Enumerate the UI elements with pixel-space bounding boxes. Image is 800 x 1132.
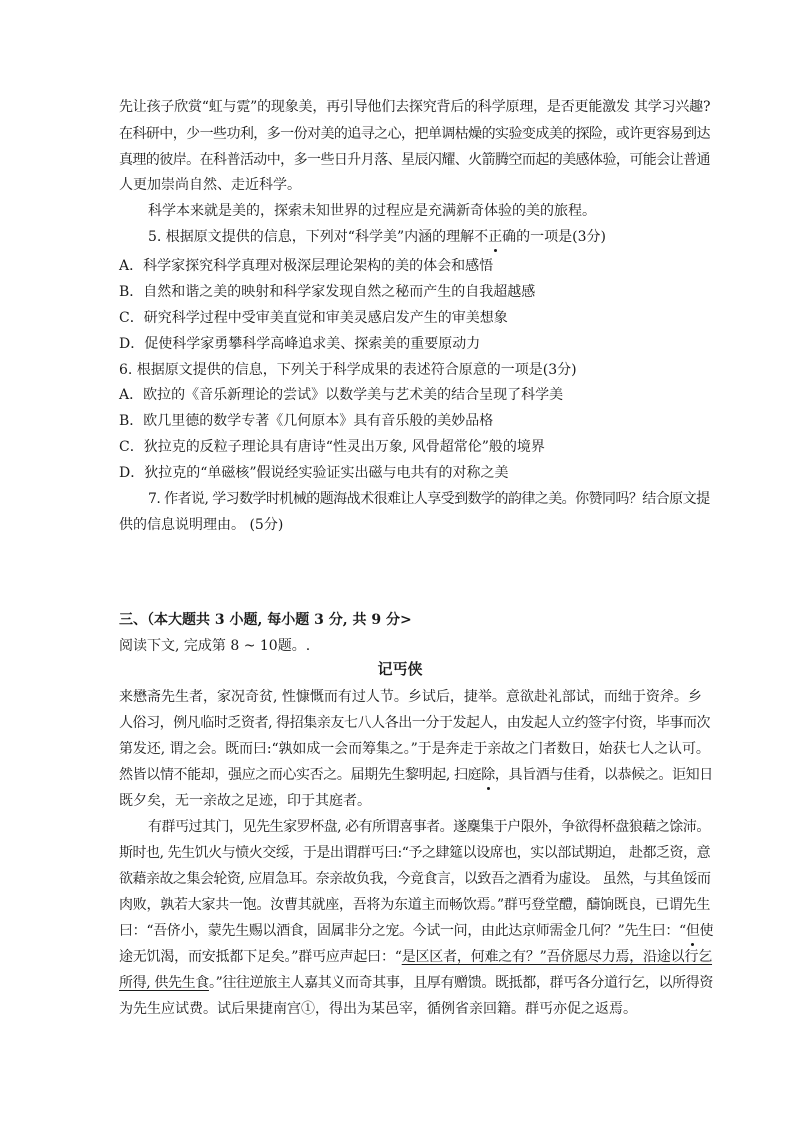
story-p2-line-6 [119,947,712,969]
q5-stem-a: 5. 根据原文提供的信息，下列对“科学美”内涵的理解 [148,229,475,245]
q5-option-a: A．科学家探究科学真理对极深层理论架构的美的体会和感悟 [119,258,494,274]
question-6-stem: 6. 根据原文提供的信息，下列关于科学成果的表述符合原意的一项是(3分) [119,362,577,378]
p2-l7-underlined: 所得, 供先生食 [119,975,209,991]
q6-option-d: D．狄拉克的“单磁核”假说经实验证实出磁与电共有的对称之美 [119,465,509,481]
p2-l5-emphasis: 但 [685,923,700,939]
q5-stem-b: 的一项是(3分) [516,229,606,245]
p2-l5-a: 曰：“吾侪小，蒙先生赐以酒食，固属非分之宠。今试一问，由此达京师需金几何？”先生曰：“ [119,923,686,939]
p1-l4-a: 然皆以情不能却，强应之而心实否之。届期先生黎明起, 扫庭 [119,767,482,783]
passage-line-4: 人更加崇尚自然、走近科学。 [119,177,301,193]
p2-l5-b: 使 [699,923,714,939]
question-5-stem [148,227,606,249]
story-title: 记丐侠 [377,660,423,678]
story-p2-line-8: 为先生应试费。试后果捷南宫①，得出为某邑宰，循例省亲回籍。群丐亦促之返焉。 [119,1001,637,1017]
q6-option-a: A．欧拉的《音乐新理论的尝试》以数学美与艺术美的结合呈现了科学美 [119,387,564,403]
story-p1-line-5: 既夕矣，无一亲故之足迹，印于其庭者。 [119,793,371,809]
story-p2-line-1: 有群丐过其门，见先生家罗杯盘, 必有所谓喜事者。遂麇集于户限外，争欲得杯盘狼藉之馀沛。 [148,819,710,835]
question-7-line-1: 7. 作者说, 学习数学时机械的题海战术很难让人享受到数学的韵律之美。你赞同吗？结合原文提 [148,491,710,507]
question-7-line-2: 供的信息说明理由。 (5分) [119,517,284,533]
p1-l4-emphasis: 除 [481,767,495,783]
passage-line-3: 真理的彼岸。在科普活动中，多一些日升月落、星辰闪耀、火箭腾空而起的美感体验，可能会让普通 [119,152,710,168]
p2-l7-b: 。”往往逆旅主人嘉其义而奇其事，且厚有赠馈。既抵都，群丐各分道行乞，以所得资 [208,975,714,991]
passage-line-2: 在科研中，少一些功利，多一份对美的追寻之心，把单调枯燥的实验变成美的探险，或许更容易到达 [119,126,710,142]
p1-l4-b: ，具旨酒与佳肴，以恭候之。讵知日 [494,767,713,783]
story-p2-line-5 [119,921,713,943]
passage-line-1: 先让孩子欣赏“虹与霓”的现象美，再引导他们去探究背后的科学原理，是否更能激发 其学习兴趣? [119,99,711,115]
story-p1-line-3: 第发还, 谓之会。既而曰:“孰如成一会而筹集之。”于是奔走于亲故之门者数日，始获七人之认可。 [119,741,710,757]
story-p1-line-4 [119,765,713,787]
section-3-instruction: 阅读下文, 完成第 8 ~ 10题。. [119,638,311,654]
q5-option-c: C．研究科学过程中受审美直觉和审美灵感启发产生的审美想象 [119,310,508,326]
q5-option-d: D．促使科学家勇攀科学高峰追求美、探索美的重要原动力 [119,336,481,352]
passage-line-5: 科学本来就是美的，探索未知世界的过程应是充满新奇体验的美的旅程。 [148,203,596,219]
p2-l6-underlined: 是区区者，何难之有？”吾侪愿尽力焉，沿途以行乞 [401,949,713,965]
q6-option-b: B．欧几里德的数学专著《几何原本》具有音乐般的美妙品格 [119,413,494,429]
story-p2-line-4: 肉败，孰若大家共一饱。汝曹其就座，吾将为东道主而畅饮焉。”群丐登堂醴，醻饷既良，已谓先生 [119,897,711,913]
story-p2-line-3: 欲藉亲故之集会轮资, 应眉急耳。奈亲故负我，今竟食言，以致吾之酒肴为虚设。 虽然，与其鱼馁而 [119,871,711,887]
q5-option-b: B．自然和谐之美的映射和科学家发现自然之秘而产生的自我超越感 [119,284,536,300]
section-3-heading: 三、（本大题共 3 小题, 每小题 3 分, 共 9 分> [119,612,412,628]
story-p1-line-1: 来懋斋先生者，家况奇贫, 性慷慨而有过人节。乡试后，捷举。意欲赴礼部试，而绌于资斧。乡 [119,689,702,705]
story-p2-line-7 [119,973,713,995]
p2-l6-a: 途无饥渴，而安抵都下足矣。”群丐应声起曰：“ [119,949,402,965]
q6-option-c: C．狄拉克的反粒子理论具有唐诗“性灵出万象, 风骨超常伦”般的境界 [119,439,545,455]
story-p1-line-2: 人俗习，例凡临时乏资者, 得招集亲友七八人各出一分于发起人，由发起人立约签字付资，毕事而次 [119,715,711,731]
story-p2-line-2: 斯时也, 先生饥火与愤火交绥，于是出谓群丐曰:“予之肆筵以设席也，实以部试期迫， 赴都乏资，意 [119,845,711,861]
q5-emphasis: 不正确 [474,229,517,245]
